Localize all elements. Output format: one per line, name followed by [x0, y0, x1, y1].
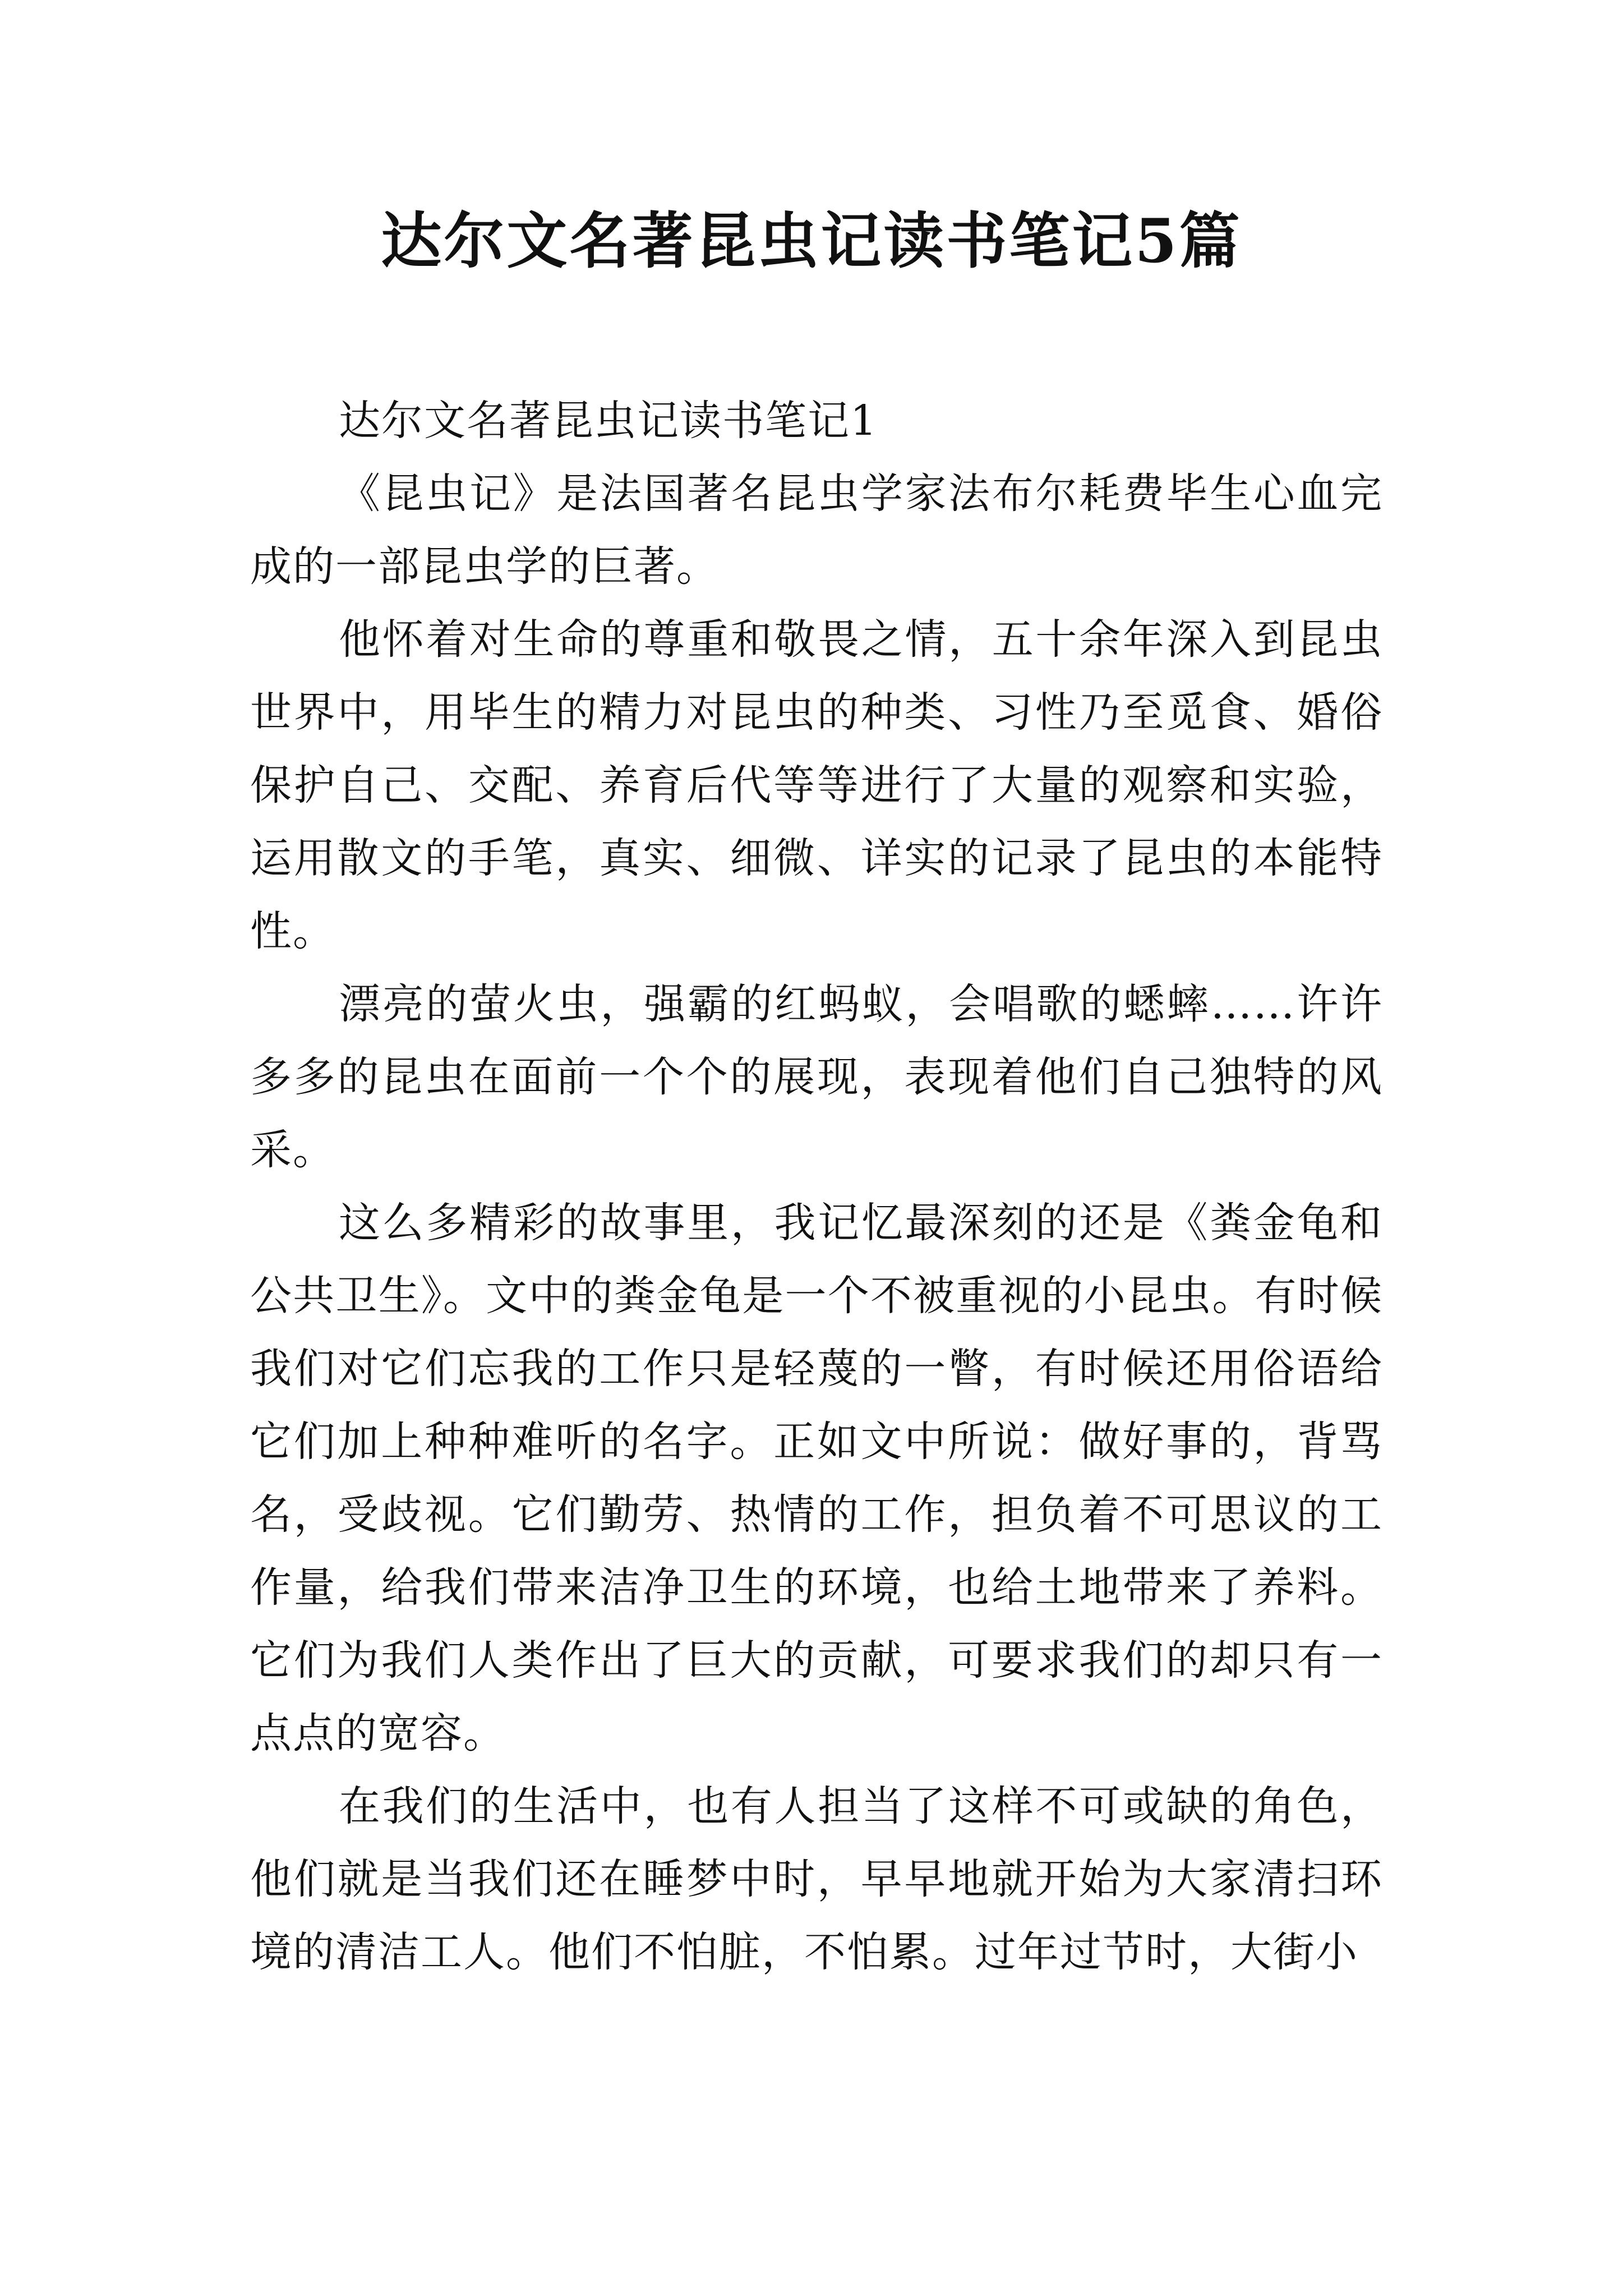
document-title: 达尔文名著昆虫记读书笔记5篇 — [381, 206, 1242, 277]
paragraph: 他怀着对生命的尊重和敬畏之情，五十余年深入到昆虫世界中，用毕生的精力对昆虫的种类、习性乃至觅食、婚俗保护自己、交配、养育后代等等进行了大量的观察和实验，运用散文的手笔，真实、细微、详实的记录了昆虫的本能特性。 — [250, 615, 1383, 955]
paragraph: 在我们的生活中，也有人担当了这样不可或缺的角色，他们就是当我们还在睡梦中时，早早地就开始为大家清扫环境的清洁工人。他们不怕脏，不怕累。过年过节时，大街小 — [250, 1782, 1383, 1976]
document-body — [250, 384, 1383, 1989]
paragraph: 这么多精彩的故事里，我记忆最深刻的还是《粪金龟和公共卫生》。文中的粪金龟是一个不被重视的小昆虫。有时候我们对它们忘我的工作只是轻蔑的一瞥，有时候还用俗语给它们加上种种难听的名字。正如文中所说：做好事的，背骂名，受歧视。它们勤劳、热情的工作，担负着不可思议的工作量，给我们带来洁净卫生的环境，也给土地带来了养料。它们为我们人类作出了巨大的贡献，可要求我们的却只有一点点的宽容。 — [250, 1199, 1383, 1757]
paragraph: 漂亮的萤火虫，强霸的红蚂蚁，会唱歌的蟋蟀……许许多多的昆虫在面前一个个的展现，表现着他们自己独特的风采。 — [250, 980, 1383, 1174]
paragraph: 《昆虫记》是法国著名昆虫学家法布尔耗费毕生心血完成的一部昆虫学的巨著。 — [250, 470, 1383, 591]
section-heading: 达尔文名著昆虫记读书笔记1 — [339, 397, 878, 445]
